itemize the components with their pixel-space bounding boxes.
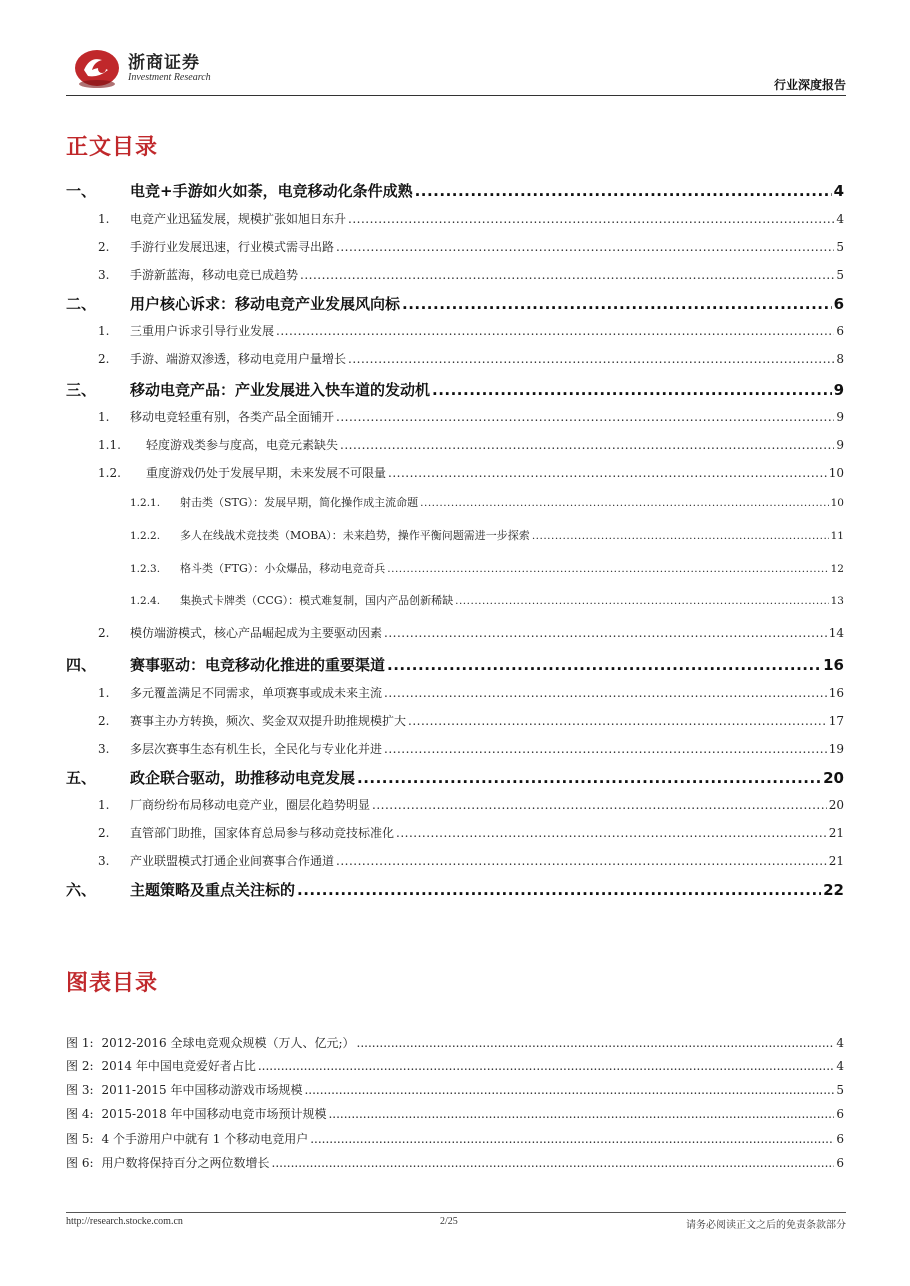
toc-entry-page: 14 xyxy=(828,626,844,640)
toc-entry-number: 1. xyxy=(98,686,110,700)
toc-leader-dots xyxy=(384,626,827,640)
toc-entry[interactable] xyxy=(66,293,844,314)
toc-entry-page: 16 xyxy=(828,686,844,700)
figure-entry-label: 图 2: xyxy=(66,1059,94,1073)
toc-entry-number: 1.1. xyxy=(98,438,121,452)
figure-entry[interactable] xyxy=(66,1105,844,1122)
toc-entry[interactable] xyxy=(66,350,844,367)
toc-entry-page: 5 xyxy=(836,268,844,282)
toc-entry-title: 多元覆盖满足不同需求，单项赛事或成未来主流 xyxy=(130,686,383,700)
toc-entry-number: 1. xyxy=(98,212,110,226)
toc-entry-number: 2. xyxy=(98,714,110,728)
toc-entry[interactable] xyxy=(66,654,844,675)
toc-entry-number: 六、 xyxy=(66,881,97,899)
toc-entry-title: 射击类（STG）：发展早期，简化操作成主流命题 xyxy=(180,496,419,509)
toc-leader-dots xyxy=(336,240,834,254)
brand-subtitle: Investment Research xyxy=(128,72,211,83)
toc-entry-title: 产业联盟模式打通企业间赛事合作通道 xyxy=(130,854,335,868)
brand-name: 浙商证券 xyxy=(128,53,200,73)
toc-entry-page: 21 xyxy=(828,826,844,840)
toc-entry-title: 手游行业发展迅速，行业模式需寻出路 xyxy=(130,240,335,254)
toc-entry-number: 二、 xyxy=(66,295,97,313)
figure-entry-title: 用户数将保持百分之两位数增长 xyxy=(101,1156,270,1170)
zheshang-logo-icon xyxy=(72,44,122,90)
toc-leader-dots xyxy=(388,466,827,480)
toc-leader-dots xyxy=(372,798,827,812)
toc-entry-page: 20 xyxy=(828,798,844,812)
toc-entry-number: 1.2.1. xyxy=(130,497,161,509)
toc-entry-page: 12 xyxy=(830,563,844,575)
figure-entry-title: 2011-2015 年中国移动游戏市场规模 xyxy=(101,1083,303,1097)
toc-entry-page: 8 xyxy=(836,352,844,366)
toc-entry-page: 4 xyxy=(833,182,844,200)
toc-entry[interactable] xyxy=(66,684,844,701)
toc-entry-title: 重度游戏仍处于发展早期，未来发展不可限量 xyxy=(146,466,387,480)
toc-entry-number: 1. xyxy=(98,324,110,338)
toc-leader-dots xyxy=(348,212,834,226)
toc-entry-number: 一、 xyxy=(66,182,97,200)
toc-entry-title: 轻度游戏类参与度高，电竞元素缺失 xyxy=(146,438,339,452)
toc-entry[interactable] xyxy=(66,560,844,576)
figure-leader-dots xyxy=(357,1036,835,1050)
toc-entry-page: 10 xyxy=(830,497,844,509)
toc-entry-number: 五、 xyxy=(66,769,97,787)
toc-entry-page: 21 xyxy=(828,854,844,868)
toc-entry-title: 主题策略及重点关注标的 xyxy=(130,881,296,899)
toc-leader-dots xyxy=(384,686,827,700)
figure-entry-page: 4 xyxy=(836,1036,844,1050)
toc-entry-number: 三、 xyxy=(66,381,97,399)
toc-leader-dots xyxy=(297,881,821,899)
figure-entry-page: 6 xyxy=(836,1107,844,1121)
toc-entry[interactable] xyxy=(66,266,844,283)
figure-leader-dots xyxy=(304,1083,834,1097)
figure-entry[interactable] xyxy=(66,1081,844,1098)
toc-entry-title: 集换式卡牌类（CCG）：模式难复制，国内产品创新稀缺 xyxy=(180,594,454,607)
figure-entry[interactable] xyxy=(66,1130,844,1147)
figure-entry[interactable] xyxy=(66,1034,844,1051)
toc-leader-dots xyxy=(340,438,834,452)
toc-entry-page: 9 xyxy=(833,381,844,399)
figure-entry-label: 图 5: xyxy=(66,1132,94,1146)
toc-entry-page: 16 xyxy=(823,656,844,674)
toc-entry-page: 22 xyxy=(823,881,844,899)
figure-entry-page: 5 xyxy=(836,1083,844,1097)
figure-entry-title: 2012-2016 全球电竞观众规模（万人、亿元;） xyxy=(101,1036,355,1050)
toc-entry[interactable] xyxy=(66,238,844,255)
toc-entry[interactable] xyxy=(66,879,844,900)
toc-entry[interactable] xyxy=(66,712,844,729)
toc-leader-dots xyxy=(336,854,827,868)
page-number: 2/25 xyxy=(440,1216,458,1227)
toc-entry-title: 电竞+手游如火如荼，电竞移动化条件成熟 xyxy=(130,182,413,200)
figure-entry-page: 6 xyxy=(836,1156,844,1170)
figure-leader-dots xyxy=(272,1156,835,1170)
figure-leader-dots xyxy=(328,1107,834,1121)
toc-entry-page: 9 xyxy=(836,438,844,452)
toc-entry-title: 多人在线战术竞技类（MOBA）：未来趋势，操作平衡问题需进一步探索 xyxy=(180,529,530,542)
toc-entry-number: 2. xyxy=(98,352,110,366)
toc-leader-dots xyxy=(402,295,832,313)
toc-entry-number: 2. xyxy=(98,240,110,254)
toc-entry-title: 格斗类（FTG）：小众爆品，移动电竞奇兵 xyxy=(180,562,386,575)
toc-entry-number: 1.2.2. xyxy=(130,530,161,542)
toc-title: 正文目录 xyxy=(66,135,159,160)
toc-leader-dots xyxy=(276,324,834,338)
figure-entry-page: 6 xyxy=(836,1132,844,1146)
toc-entry[interactable] xyxy=(66,740,844,757)
footer-divider xyxy=(66,1212,846,1213)
toc-leader-dots xyxy=(384,742,827,756)
toc-leader-dots xyxy=(532,530,829,542)
figure-entry-label: 图 4: xyxy=(66,1107,94,1121)
toc-entry-page: 11 xyxy=(830,530,844,542)
toc-entry-number: 2. xyxy=(98,626,110,640)
toc-entry[interactable] xyxy=(66,796,844,813)
toc-entry-page: 4 xyxy=(836,212,844,226)
toc-entry-title: 政企联合驱动，助推移动电竞发展 xyxy=(130,769,356,787)
toc-leader-dots xyxy=(348,352,834,366)
toc-entry-page: 20 xyxy=(823,769,844,787)
toc-entry[interactable] xyxy=(66,852,844,869)
toc-entry[interactable] xyxy=(66,436,844,453)
toc-entry-page: 6 xyxy=(836,324,844,338)
toc-entry[interactable] xyxy=(66,824,844,841)
figure-entry-title: 2015-2018 年中国移动电竞市场预计规模 xyxy=(101,1107,327,1121)
toc-entry-page: 9 xyxy=(836,410,844,424)
toc-entry-number: 3. xyxy=(98,854,110,868)
toc-entry-title: 三重用户诉求引导行业发展 xyxy=(130,324,275,338)
toc-entry-number: 1.2.3. xyxy=(130,563,161,575)
toc-entry-number: 1.2.4. xyxy=(130,595,161,607)
figures-title: 图表目录 xyxy=(66,971,159,996)
toc-entry-page: 17 xyxy=(828,714,844,728)
toc-leader-dots xyxy=(455,595,829,607)
toc-leader-dots xyxy=(432,381,832,399)
toc-entry-page: 10 xyxy=(828,466,844,480)
toc-entry-title: 手游、端游双渗透，移动电竞用户量增长 xyxy=(130,352,347,366)
toc-leader-dots xyxy=(336,410,834,424)
toc-entry-title: 手游新蓝海，移动电竞已成趋势 xyxy=(130,268,299,282)
figure-entry-label: 图 1: xyxy=(66,1036,94,1050)
toc-entry[interactable] xyxy=(66,494,844,510)
figure-leader-dots xyxy=(258,1059,835,1073)
toc-entry-title: 多层次赛事生态有机生长，全民化与专业化并进 xyxy=(130,742,383,756)
toc-entry-page: 13 xyxy=(830,595,844,607)
toc-entry-page: 6 xyxy=(833,295,844,313)
toc-entry-title: 赛事主办方转换，频次、奖金双双提升助推规模扩大 xyxy=(130,714,407,728)
toc-entry[interactable] xyxy=(66,767,844,788)
toc-entry-number: 1.2. xyxy=(98,466,121,480)
header-divider xyxy=(66,95,846,96)
figure-entry[interactable] xyxy=(66,1154,844,1171)
toc-leader-dots xyxy=(396,826,827,840)
page-header xyxy=(66,40,846,96)
toc-entry-title: 直管部门助推，国家体育总局参与移动竞技标准化 xyxy=(130,826,395,840)
toc-entry[interactable] xyxy=(66,527,844,543)
toc-entry-title: 模仿端游模式，核心产品崛起成为主要驱动因素 xyxy=(130,626,383,640)
toc-entry[interactable] xyxy=(66,408,844,425)
toc-entry-number: 1. xyxy=(98,798,110,812)
figure-entry-title: 4 个手游用户中就有 1 个移动电竞用户 xyxy=(101,1132,309,1146)
toc-leader-dots xyxy=(387,656,821,674)
toc-entry-title: 赛事驱动：电竞移动化推进的重要渠道 xyxy=(130,656,386,674)
toc-entry[interactable] xyxy=(66,322,844,339)
toc-entry-title: 移动电竞产品：产业发展进入快车道的发动机 xyxy=(130,381,431,399)
toc-leader-dots xyxy=(420,497,828,509)
toc-entry-page: 19 xyxy=(828,742,844,756)
footer-disclaimer: 请务必阅读正文之后的免责条款部分 xyxy=(686,1220,846,1231)
toc-entry[interactable] xyxy=(66,624,844,641)
figure-entry-title: 2014 年中国电竞爱好者占比 xyxy=(101,1059,256,1073)
toc-entry[interactable] xyxy=(66,379,844,400)
toc-entry[interactable] xyxy=(66,210,844,227)
toc-entry-title: 电竞产业迅猛发展，规模扩张如旭日东升 xyxy=(130,212,347,226)
toc-leader-dots xyxy=(387,563,828,575)
figure-entry-label: 图 6: xyxy=(66,1156,94,1170)
toc-entry[interactable] xyxy=(66,464,844,481)
toc-entry-number: 四、 xyxy=(66,656,97,674)
toc-leader-dots xyxy=(408,714,827,728)
toc-entry-title: 用户核心诉求：移动电竞产业发展风向标 xyxy=(130,295,401,313)
footer-url[interactable]: http://research.stocke.com.cn xyxy=(66,1216,183,1227)
toc-entry-number: 2. xyxy=(98,826,110,840)
toc-entry[interactable] xyxy=(66,592,844,608)
report-type-label: 行业深度报告 xyxy=(773,78,846,92)
figure-entry-page: 4 xyxy=(836,1059,844,1073)
toc-entry[interactable] xyxy=(66,180,844,201)
toc-leader-dots xyxy=(357,769,821,787)
toc-leader-dots xyxy=(415,182,832,200)
toc-leader-dots xyxy=(300,268,834,282)
toc-entry-number: 1. xyxy=(98,410,110,424)
figure-entry[interactable] xyxy=(66,1057,844,1074)
toc-entry-number: 3. xyxy=(98,742,110,756)
figure-leader-dots xyxy=(310,1132,834,1146)
toc-entry-page: 5 xyxy=(836,240,844,254)
toc-entry-number: 3. xyxy=(98,268,110,282)
figure-entry-label: 图 3: xyxy=(66,1083,94,1097)
toc-entry-title: 厂商纷纷布局移动电竞产业，圈层化趋势明显 xyxy=(130,798,371,812)
toc-entry-title: 移动电竞轻重有别，各类产品全面铺开 xyxy=(130,410,335,424)
